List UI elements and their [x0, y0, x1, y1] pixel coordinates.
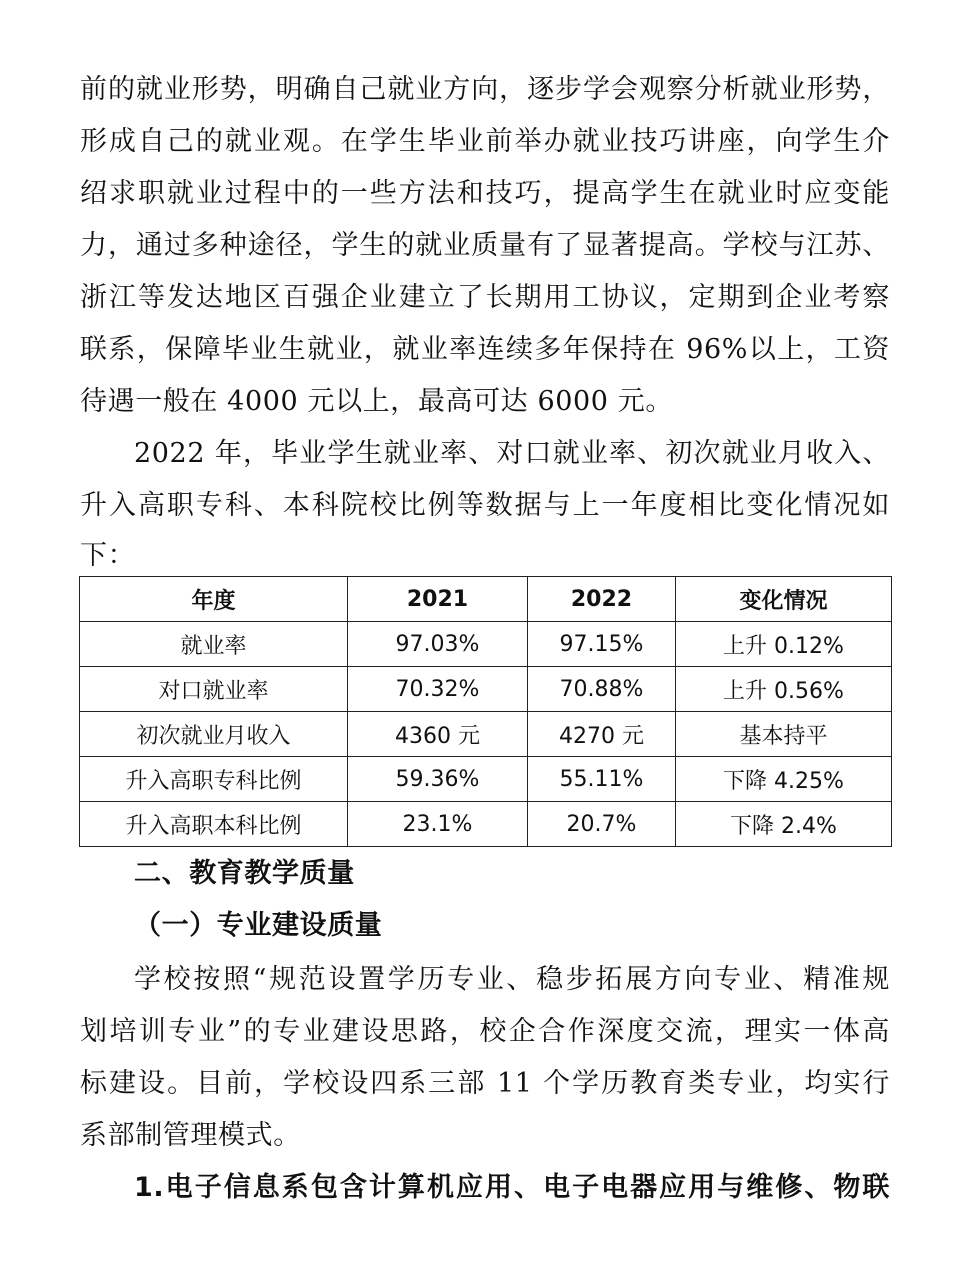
- table-cell: 4270 元: [528, 712, 676, 757]
- paragraph-line: 力，通过多种途径，学生的就业质量有了显著提高。学校与江苏、: [80, 230, 890, 261]
- list-item-heading: 1.电子信息系包含计算机应用、电子电器应用与维修、物联: [134, 1172, 890, 1203]
- paragraph-line: 前的就业形势，明确自己就业方向，逐步学会观察分析就业形势，: [80, 74, 890, 105]
- table-cell: 4360 元: [348, 712, 528, 757]
- table-cell: 升入高职本科比例: [80, 802, 348, 847]
- table-cell: 59.36%: [348, 757, 528, 802]
- table-cell: 70.32%: [348, 667, 528, 712]
- table-row: [80, 622, 892, 667]
- table-cell: 就业率: [80, 622, 348, 667]
- table-cell: 上升 0.56%: [676, 667, 892, 712]
- table-header-cell: 变化情况: [676, 577, 892, 622]
- section-heading: 二、教育教学质量: [134, 858, 355, 889]
- table-cell: 上升 0.12%: [676, 622, 892, 667]
- paragraph-line: 待遇一般在 4000 元以上，最高可达 6000 元。: [80, 386, 673, 417]
- table-row: [80, 802, 892, 847]
- paragraph-line: 2022 年，毕业学生就业率、对口就业率、初次就业月收入、: [134, 438, 890, 469]
- table-header-cell: 2021: [348, 577, 528, 622]
- table-row: [80, 667, 892, 712]
- paragraph-line: 系部制管理模式。: [80, 1120, 301, 1151]
- table-cell: 下降 4.25%: [676, 757, 892, 802]
- paragraph-line: 划培训专业”的专业建设思路，校企合作深度交流，理实一体高: [80, 1016, 890, 1047]
- paragraph-line: 升入高职专科、本科院校比例等数据与上一年度相比变化情况如: [80, 490, 890, 521]
- table-header-cell: 年度: [80, 577, 348, 622]
- table-row: [80, 712, 892, 757]
- employment-stats-table: [79, 576, 892, 847]
- paragraph-line: 学校按照“规范设置学历专业、稳步拓展方向专业、精准规: [134, 964, 890, 995]
- table-header-cell: 2022: [528, 577, 676, 622]
- table-cell: 97.15%: [528, 622, 676, 667]
- table-cell: 初次就业月收入: [80, 712, 348, 757]
- paragraph-line: 绍求职就业过程中的一些方法和技巧，提高学生在就业时应变能: [80, 178, 890, 209]
- paragraph-line: 标建设。目前，学校设四系三部 11 个学历教育类专业，均实行: [80, 1068, 890, 1099]
- table-cell: 97.03%: [348, 622, 528, 667]
- paragraph-line: 下：: [80, 540, 136, 571]
- table-cell: 下降 2.4%: [676, 802, 892, 847]
- table-cell: 55.11%: [528, 757, 676, 802]
- table-header-row: [80, 577, 892, 622]
- paragraph-line: 形成自己的就业观。在学生毕业前举办就业技巧讲座，向学生介: [80, 126, 890, 157]
- table-cell: 23.1%: [348, 802, 528, 847]
- subsection-heading: （一）专业建设质量: [134, 910, 383, 941]
- table-cell: 70.88%: [528, 667, 676, 712]
- table-cell: 对口就业率: [80, 667, 348, 712]
- table-cell: 升入高职专科比例: [80, 757, 348, 802]
- table-row: [80, 757, 892, 802]
- table-cell: 20.7%: [528, 802, 676, 847]
- paragraph-line: 联系，保障毕业生就业，就业率连续多年保持在 96%以上，工资: [80, 334, 890, 365]
- paragraph-line: 浙江等发达地区百强企业建立了长期用工协议，定期到企业考察: [80, 282, 890, 313]
- table-cell: 基本持平: [676, 712, 892, 757]
